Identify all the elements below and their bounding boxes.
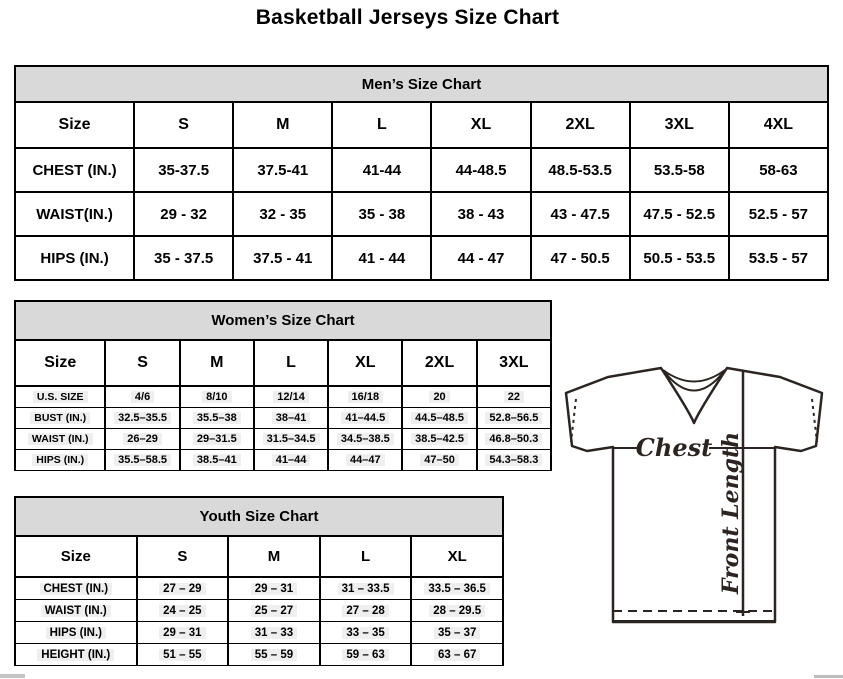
value-cell: [180, 408, 254, 429]
cell-text: BUST (IN.): [30, 412, 90, 424]
cell-text: HIPS (IN.): [40, 249, 109, 267]
value-cell: [254, 408, 328, 429]
value-cell: [411, 622, 503, 644]
row-label: [15, 386, 105, 408]
cell-text: 20: [429, 391, 449, 403]
cell-text: 37.5-41: [257, 161, 309, 179]
value-cell: [411, 600, 503, 622]
value-cell: [228, 644, 320, 666]
value-cell: [137, 577, 229, 600]
cell-text: 27 – 28: [342, 605, 388, 617]
cell-text: WAIST(IN.): [36, 205, 113, 223]
cell-text: 4/6: [131, 391, 154, 403]
cell-text: HIPS (IN.): [46, 627, 106, 639]
value-cell: [630, 236, 729, 280]
cell-text: U.S. SIZE: [33, 391, 88, 403]
cell-text: 33 – 35: [342, 627, 388, 639]
table-row: [15, 450, 551, 471]
cell-text: 22: [504, 391, 524, 403]
table-row: [15, 577, 503, 600]
value-cell: [180, 429, 254, 450]
womens-size-chart-table: [14, 300, 552, 471]
cell-text: 48.5-53.5: [548, 161, 612, 179]
value-cell: [134, 192, 233, 236]
cell-text: 31 – 33.5: [338, 583, 394, 595]
value-cell: [328, 450, 402, 471]
value-cell: [105, 450, 179, 471]
value-cell: [233, 236, 332, 280]
value-cell: [180, 450, 254, 471]
value-cell: [729, 148, 828, 192]
row-label: [15, 577, 137, 600]
value-cell: [477, 386, 551, 408]
value-cell: [431, 192, 530, 236]
column-header: 3XL: [630, 102, 729, 148]
front-length-label: Front Length: [718, 431, 744, 595]
women-table-grid: [14, 339, 552, 471]
cell-text: 50.5 - 53.5: [643, 249, 716, 267]
youth-table-title: Youth Size Chart: [14, 496, 504, 535]
column-header: Size: [15, 536, 137, 577]
cell-text: 33.5 – 36.5: [424, 583, 490, 595]
cell-text: CHEST (IN.): [40, 583, 113, 595]
value-cell: [729, 236, 828, 280]
cell-text: HEIGHT (IN.): [37, 649, 114, 661]
value-cell: [320, 577, 412, 600]
column-header: S: [105, 340, 179, 386]
column-header: 2XL: [402, 340, 476, 386]
value-cell: [431, 148, 530, 192]
header-row: [15, 102, 828, 148]
cell-text: WAIST (IN.): [28, 433, 93, 445]
value-cell: [332, 236, 431, 280]
cell-text: 41–44.5: [341, 412, 389, 424]
column-header: S: [137, 536, 229, 577]
header-row: [15, 536, 503, 577]
column-header: M: [180, 340, 254, 386]
cell-text: 55 – 59: [251, 649, 297, 661]
cell-text: WAIST (IN.): [41, 605, 111, 617]
youth-size-chart-table: [14, 496, 504, 666]
cell-text: 51 – 55: [159, 649, 205, 661]
cell-text: 28 – 29.5: [429, 605, 485, 617]
column-header: 3XL: [477, 340, 551, 386]
row-label: [15, 622, 137, 644]
cell-text: 25 – 27: [251, 605, 297, 617]
value-cell: [630, 148, 729, 192]
value-cell: [233, 148, 332, 192]
cell-text: 41–44: [272, 454, 311, 466]
column-header: M: [228, 536, 320, 577]
table-row: [15, 644, 503, 666]
value-cell: [137, 644, 229, 666]
value-cell: [105, 386, 179, 408]
cell-text: 44-48.5: [455, 161, 507, 179]
men-table-title: Men’s Size Chart: [14, 65, 829, 101]
table-row: [15, 192, 828, 236]
column-header: L: [254, 340, 328, 386]
value-cell: [402, 450, 476, 471]
cell-text: 46.8–50.3: [485, 433, 542, 445]
cell-text: 38 - 43: [457, 205, 505, 223]
value-cell: [105, 429, 179, 450]
value-cell: [134, 236, 233, 280]
page-title: Basketball Jerseys Size Chart: [255, 6, 560, 29]
table-row: [15, 236, 828, 280]
value-cell: [477, 429, 551, 450]
cell-text: 53.5-58: [653, 161, 705, 179]
cell-text: 34.5–38.5: [337, 433, 394, 445]
row-label: [15, 450, 105, 471]
cell-text: 43 - 47.5: [550, 205, 610, 223]
cell-text: 47 - 50.5: [550, 249, 610, 267]
mens-size-chart-table: [14, 65, 829, 281]
row-label: [15, 600, 137, 622]
value-cell: [531, 148, 630, 192]
jersey-outline: [566, 368, 822, 622]
value-cell: [477, 408, 551, 429]
cell-text: 35.5–38: [193, 412, 241, 424]
value-cell: [180, 386, 254, 408]
cell-text: HIPS (IN.): [32, 454, 88, 466]
value-cell: [411, 644, 503, 666]
value-cell: [332, 148, 431, 192]
column-header: Size: [15, 340, 105, 386]
value-cell: [477, 450, 551, 471]
row-label: [15, 148, 134, 192]
value-cell: [630, 192, 729, 236]
value-cell: [531, 192, 630, 236]
cell-text: 31.5–34.5: [263, 433, 320, 445]
value-cell: [431, 236, 530, 280]
value-cell: [402, 429, 476, 450]
jersey-measurement-diagram: [560, 363, 840, 628]
column-header: 2XL: [531, 102, 630, 148]
cell-text: 47.5 - 52.5: [643, 205, 716, 223]
value-cell: [402, 408, 476, 429]
cell-text: 44 - 47: [457, 249, 505, 267]
cell-text: 38.5–42.5: [411, 433, 468, 445]
cell-text: 8/10: [202, 391, 231, 403]
cell-text: 29 – 31: [251, 583, 297, 595]
cell-text: 35.5–58.5: [114, 454, 171, 466]
cell-text: 26–29: [123, 433, 162, 445]
cell-text: 32.5–35.5: [114, 412, 171, 424]
column-header: L: [332, 102, 431, 148]
value-cell: [320, 622, 412, 644]
cell-text: 32 - 35: [259, 205, 307, 223]
cell-text: 44–47: [346, 454, 385, 466]
value-cell: [411, 577, 503, 600]
value-cell: [137, 622, 229, 644]
value-cell: [228, 622, 320, 644]
cell-text: 35 - 37.5: [154, 249, 214, 267]
table-row: [15, 600, 503, 622]
cell-text: 41 - 44: [358, 249, 406, 267]
column-header: XL: [411, 536, 503, 577]
value-cell: [320, 600, 412, 622]
column-header: M: [233, 102, 332, 148]
row-label: [15, 408, 105, 429]
horizontal-scrollbar-fragment-left[interactable]: [0, 674, 25, 678]
column-header: XL: [328, 340, 402, 386]
cell-text: 54.3–58.3: [485, 454, 542, 466]
cell-text: 44.5–48.5: [411, 412, 468, 424]
value-cell: [254, 429, 328, 450]
column-header: L: [320, 536, 412, 577]
women-table-title: Women’s Size Chart: [14, 300, 552, 339]
chest-label: Chest: [635, 433, 713, 462]
cell-text: 59 – 63: [342, 649, 388, 661]
value-cell: [328, 386, 402, 408]
cell-text: 29 – 31: [159, 627, 205, 639]
row-label: [15, 236, 134, 280]
table-row: [15, 622, 503, 644]
cell-text: 53.5 - 57: [748, 249, 809, 267]
cell-text: 35 - 38: [358, 205, 406, 223]
value-cell: [254, 450, 328, 471]
cell-text: 29 - 32: [160, 205, 207, 223]
row-label: [15, 192, 134, 236]
cell-text: 38.5–41: [193, 454, 241, 466]
row-label: [15, 644, 137, 666]
cell-text: 52.8–56.5: [485, 412, 542, 424]
value-cell: [254, 386, 328, 408]
cell-text: 63 – 67: [434, 649, 480, 661]
header-row: [15, 340, 551, 386]
row-label: [15, 429, 105, 450]
value-cell: [105, 408, 179, 429]
cell-text: 58-63: [759, 161, 798, 179]
column-header: S: [134, 102, 233, 148]
table-row: [15, 148, 828, 192]
value-cell: [228, 600, 320, 622]
table-row: [15, 429, 551, 450]
youth-table-grid: [14, 535, 504, 666]
cell-text: 37.5 - 41: [253, 249, 313, 267]
table-row: [15, 408, 551, 429]
cell-text: 38–41: [272, 412, 311, 424]
cell-text: 27 – 29: [159, 583, 205, 595]
cell-text: 24 – 25: [159, 605, 205, 617]
cell-text: 16/18: [348, 391, 384, 403]
value-cell: [328, 408, 402, 429]
table-row: [15, 386, 551, 408]
cell-text: 29–31.5: [193, 433, 241, 445]
cell-text: 35 – 37: [434, 627, 480, 639]
cell-text: CHEST (IN.): [32, 161, 117, 179]
value-cell: [402, 386, 476, 408]
cell-text: 35-37.5: [158, 161, 210, 179]
value-cell: [134, 148, 233, 192]
cell-text: 52.5 - 57: [748, 205, 809, 223]
value-cell: [332, 192, 431, 236]
cell-text: 47–50: [420, 454, 459, 466]
column-header: 4XL: [729, 102, 828, 148]
column-header: XL: [431, 102, 530, 148]
horizontal-scrollbar-fragment-right[interactable]: [814, 675, 843, 678]
value-cell: [233, 192, 332, 236]
men-table-grid: [14, 101, 829, 281]
cell-text: 41-44: [362, 161, 402, 179]
value-cell: [531, 236, 630, 280]
value-cell: [228, 577, 320, 600]
value-cell: [328, 429, 402, 450]
value-cell: [320, 644, 412, 666]
value-cell: [137, 600, 229, 622]
cell-text: 31 – 33: [251, 627, 297, 639]
cell-text: 12/14: [273, 391, 309, 403]
value-cell: [729, 192, 828, 236]
column-header: Size: [15, 102, 134, 148]
